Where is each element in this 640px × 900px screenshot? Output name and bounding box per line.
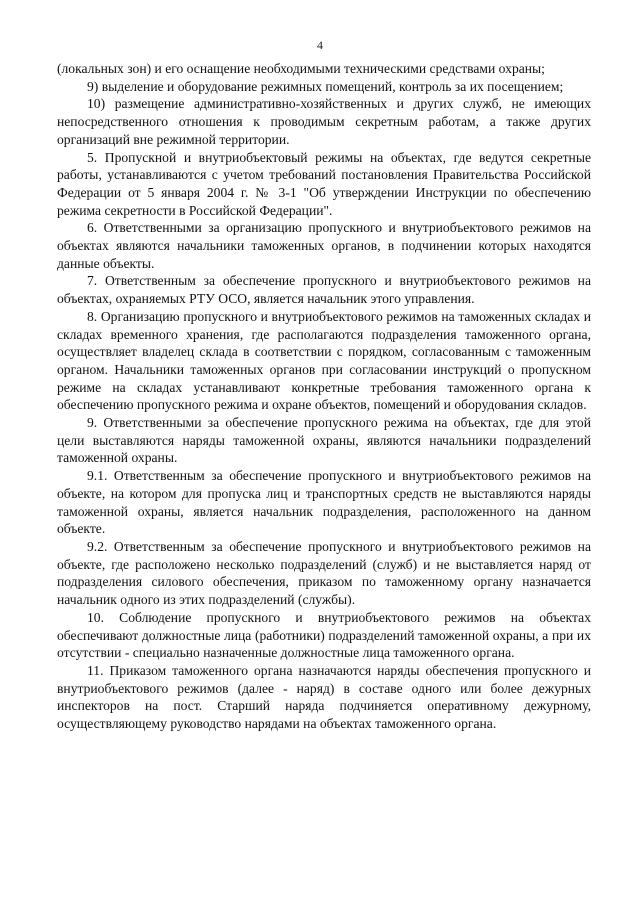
document-body bbox=[57, 60, 591, 733]
paragraph-section-10: 10. Соблюдение пропускного и внутриобъектового режимов на объектах обеспечивают должностные лица (работники) подразделений таможенной охраны, а при их отсутствии - специально назначенные должностные лица таможенного органа. bbox=[57, 609, 591, 661]
paragraph-section-11: 11. Приказом таможенного органа назначаются наряды обеспечения пропускного и внутриобъектового режимов (далее - наряд) в составе одного или более дежурных инспекторов на пост. Старший наряда подчиняется оперативному дежурному, осуществляющему руководство нарядами на объектах таможенного органа. bbox=[57, 662, 591, 732]
paragraph-section-5: 5. Пропускной и внутриобъектовый режимы на объектах, где ведутся секретные работы, устанавливаются с учетом требований постановления Правительства Российской Федерации от 5 января 2004 г. № 3-1 "Об утверждении Инструкции по обеспечению режима секретности в Российской Федерации". bbox=[57, 149, 591, 218]
paragraph-section-9-2: 9.2. Ответственным за обеспечение пропускного и внутриобъектового режимов на объекте, где расположено несколько подразделений (служб) и не выставляется наряд от подразделения силового обеспечения, приказом по таможенному органу назначается начальник одного из этих подразделений (службы). bbox=[57, 538, 591, 608]
paragraph-item-9: 9) выделение и оборудование режимных помещений, контроль за их посещением; bbox=[87, 78, 564, 94]
paragraph-section-6: 6. Ответственными за организацию пропускного и внутриобъектового режимов на объектах являются начальники таможенных органов, в подчинении которых находятся данные объекты. bbox=[57, 220, 591, 271]
paragraph-continuation: (локальных зон) и его оснащение необходимыми техническими средствами охраны; bbox=[57, 61, 545, 76]
paragraph-section-9-1: 9.1. Ответственным за обеспечение пропускного и внутриобъектового режимов на объекте, на котором для пропуска лиц и транспортных средств не выставляются наряды таможенной охраны, является начальник подразделения, расположенного на данном объекте. bbox=[57, 468, 591, 537]
paragraph-section-9: 9. Ответственными за обеспечение пропускного режима на объектах, где для этой цели выставляются наряды таможенной охраны, являются начальники подразделений таможенной охраны. bbox=[57, 415, 591, 466]
page-number: 4 bbox=[317, 38, 323, 52]
paragraph-section-8: 8. Организацию пропускного и внутриобъектового режимов на таможенных складах и складах временного хранения, где располагаются подразделения таможенного органа, осуществляет владелец склада в соответствии с порядком, согласованным с таможенным органом. Начальники таможенных органов при согласовании инструкций о пропускном режиме на складах устанавливают конкретные требования таможенного органа к обеспечению пропускного режима и охране объектов, помещений и оборудования складов. bbox=[57, 308, 591, 413]
paragraph-item-10: 10) размещение административно-хозяйственных и других служб, не имеющих непосредственного отношения к проводимым секретным работам, а также других организаций вне режимной территории. bbox=[57, 96, 591, 147]
paragraph-section-7: 7. Ответственным за обеспечение пропускного и внутриобъектового режимов на объектах, охраняемых РТУ ОСО, является начальник этого управления. bbox=[57, 273, 591, 307]
